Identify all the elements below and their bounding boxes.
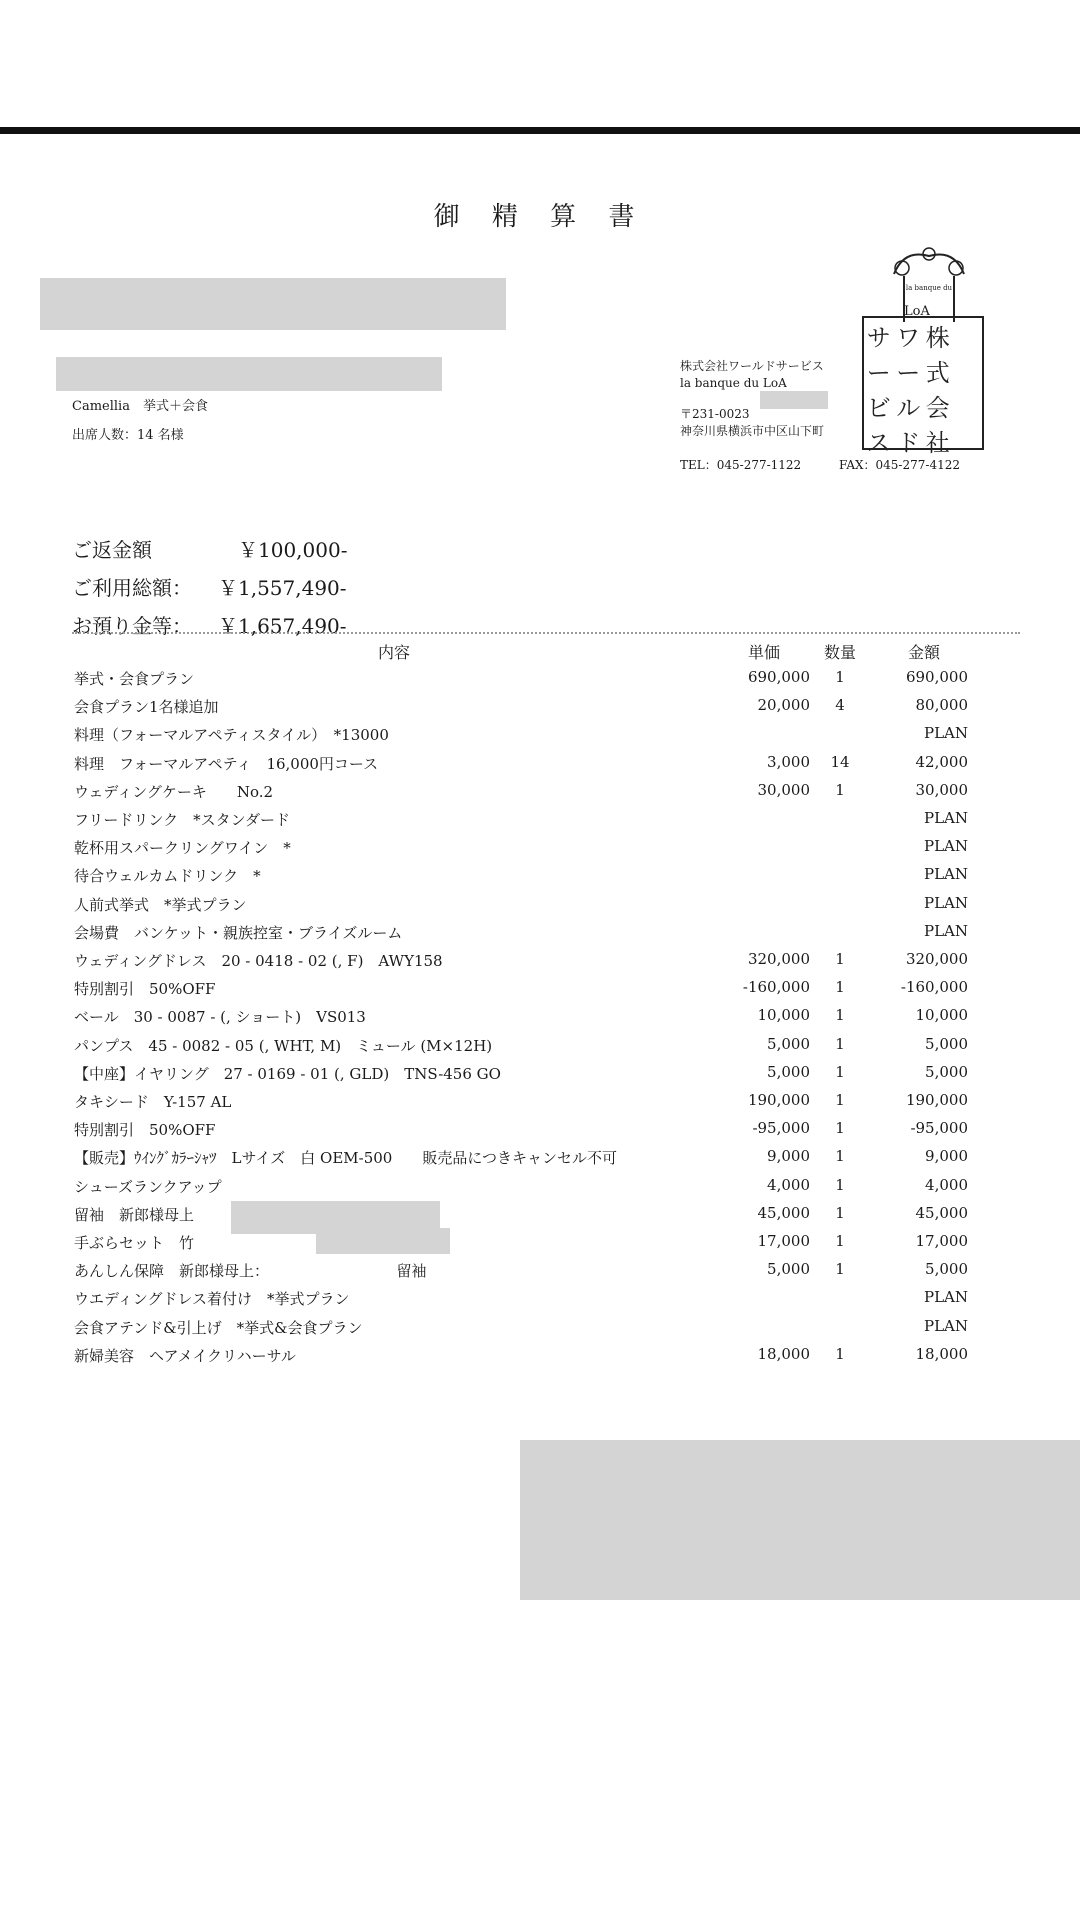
row-price: 18,000 (757, 1344, 810, 1363)
header-amount: 金額 (908, 643, 941, 662)
row-qty: 1 (835, 978, 845, 997)
row-amount: 320,000 (905, 950, 968, 968)
row-price: 3,000 (767, 752, 810, 771)
row-desc: 料理 フォーマルアペティ 16,000円コース (74, 754, 379, 773)
row-amount: PLAN (923, 809, 968, 827)
company-name: 株式会社ワールドサービス (680, 359, 824, 373)
attendees: 出席人数：14 名様 (72, 428, 184, 443)
row-desc: 留袖 新郎様母上 (74, 1205, 195, 1224)
plan-line: Camellia 挙式＋会食 (72, 399, 208, 414)
refund-row (72, 534, 348, 563)
table-row (0, 724, 1080, 752)
row-amount: 5,000 (925, 1260, 968, 1279)
table-row (0, 837, 1080, 865)
row-desc: パンプス 45 - 0082 - 05 (, WHT, M) ミュール (M×12H) (74, 1036, 493, 1055)
row-qty: 14 (830, 752, 850, 771)
row-amount: 190,000 (905, 1091, 968, 1109)
table-row (0, 950, 1080, 978)
table-row (0, 1063, 1080, 1091)
row-qty: 1 (835, 950, 845, 968)
row-price: 190,000 (747, 1091, 810, 1109)
row-amount: -160,000 (900, 978, 968, 997)
row-amount: 42,000 (915, 752, 968, 771)
row-desc: 会場費 バンケット・親族控室・ブライズルーム (74, 923, 403, 942)
row-desc: シューズランクアップ (74, 1177, 222, 1196)
header-qty: 数量 (824, 643, 857, 662)
row-desc: フリードリンク *スタンダード (74, 811, 291, 829)
seal-char: ー (866, 359, 891, 387)
row-desc: 【中座】イヤリング 27 - 0169 - 01 (, GLD) TNS-456 GO (74, 1064, 501, 1083)
table-row (0, 1345, 1080, 1373)
row-qty: 1 (835, 1344, 845, 1363)
row-qty: 1 (835, 1147, 845, 1166)
seal-char (953, 388, 983, 423)
seal-char: 株 (925, 324, 950, 352)
row-amount: -95,000 (910, 1119, 968, 1138)
row-price: 5,000 (767, 1260, 810, 1279)
table-row (0, 668, 1080, 696)
company-postal: 〒231-0023 (680, 407, 750, 421)
redacted-staff (760, 391, 828, 409)
row-price: 9,000 (767, 1147, 810, 1166)
row-amount: PLAN (923, 893, 968, 912)
company-tel: TEL：045-277-1122 (680, 458, 802, 472)
row-desc: あんしん保障 新郎様母上： 留袖 (74, 1262, 427, 1281)
table-row (0, 1035, 1080, 1063)
row-qty: 1 (835, 780, 845, 799)
row-amount: 80,000 (915, 696, 968, 715)
seal-char (953, 353, 983, 388)
seal-char: ビ (866, 394, 891, 422)
seal-char: ド (896, 429, 921, 457)
row-qty: 1 (835, 668, 845, 686)
row-qty: 1 (835, 1062, 845, 1081)
row-amount: PLAN (923, 837, 968, 856)
row-price: 690,000 (747, 668, 810, 686)
row-amount: PLAN (923, 1288, 968, 1307)
row-qty: 1 (835, 1232, 845, 1250)
row-amount: 18,000 (915, 1344, 968, 1363)
seal-char: 式 (925, 359, 950, 387)
row-desc: ベール 30 - 0087 - (, ショート) VS013 (74, 1008, 366, 1027)
row-desc: 料理（フォーマルアペティスタイル） *13000 (74, 726, 389, 745)
total-label: ご利用総額： (72, 576, 192, 600)
seal-char (953, 423, 983, 458)
header-desc: 内容 (378, 643, 411, 662)
row-price: 17,000 (757, 1232, 810, 1250)
deposit-value: ￥1,657,490- (218, 614, 347, 638)
row-price: -160,000 (742, 978, 810, 997)
header-rule (72, 632, 1020, 638)
company-seal (862, 316, 984, 457)
company-address: 神奈川県横浜市中区山下町 (680, 424, 825, 438)
refund-label: ご返金額 (72, 538, 152, 562)
row-qty: 1 (835, 1006, 845, 1025)
deposit-label: お預り金等： (72, 614, 192, 638)
row-desc: 会食アテンド&引上げ *挙式&会食プラン (74, 1318, 363, 1337)
seal-char: 会 (925, 394, 950, 422)
table-row (0, 1260, 1080, 1288)
table-row (0, 1147, 1080, 1175)
row-price: -95,000 (752, 1119, 810, 1138)
row-price: 320,000 (747, 950, 810, 968)
row-desc: ウェディングドレス 20 - 0418 - 02 (, F) AWY158 (74, 952, 443, 970)
table-row (0, 978, 1080, 1006)
table-row (0, 1176, 1080, 1204)
seal-char: ー (896, 359, 921, 387)
row-desc: ウエディングドレス着付け *挙式プラン (74, 1290, 350, 1309)
table-row (0, 1119, 1080, 1147)
seal-char: サ (866, 324, 891, 352)
row-desc: 挙式・会食プラン (74, 670, 195, 688)
row-qty: 1 (835, 1034, 845, 1053)
row-desc: 会食プラン1名様追加 (74, 698, 219, 717)
row-qty: 1 (835, 1203, 845, 1222)
logo-text: LoA (904, 304, 930, 319)
table-row (0, 894, 1080, 922)
row-amount: 4,000 (925, 1175, 968, 1194)
header-price: 単価 (748, 643, 781, 662)
company-venue: la banque du LoA (680, 376, 787, 390)
seal-char: ワ (896, 324, 921, 352)
row-price: 20,000 (757, 696, 810, 715)
seal-char (953, 318, 983, 353)
row-amount: 10,000 (915, 1006, 968, 1025)
total-row (72, 572, 347, 601)
row-amount: 17,000 (915, 1232, 968, 1250)
row-amount: 5,000 (925, 1062, 968, 1081)
seal-char: 社 (925, 429, 950, 457)
row-desc: ウェディングケーキ No.2 (74, 782, 274, 801)
row-amount: PLAN (923, 724, 968, 743)
refund-value: ￥100,000- (238, 538, 348, 562)
row-desc: 待合ウェルカムドリンク * (74, 867, 261, 886)
top-rule (0, 127, 1080, 134)
table-row (0, 753, 1080, 781)
row-qty: 1 (835, 1119, 845, 1138)
seal-char: ル (896, 394, 921, 422)
row-price: 45,000 (757, 1203, 810, 1222)
table-row (0, 1232, 1080, 1260)
row-desc: タキシード Y-157 AL (74, 1093, 232, 1111)
table-row (0, 809, 1080, 837)
table-row (0, 1091, 1080, 1119)
document-title: 御 精 算 書 (433, 202, 647, 232)
table-row (0, 1317, 1080, 1345)
row-amount: PLAN (923, 1316, 968, 1335)
table-row (0, 781, 1080, 809)
seal-char: ス (866, 429, 891, 457)
row-price: 4,000 (767, 1175, 810, 1194)
total-value: ￥1,557,490- (218, 576, 347, 600)
contact-line (680, 456, 994, 473)
table-row (0, 1204, 1080, 1232)
row-price: 5,000 (767, 1062, 810, 1081)
row-price: 5,000 (767, 1034, 810, 1053)
company-fax: FAX：045-277-4122 (839, 458, 960, 472)
table-row (0, 696, 1080, 724)
redacted-name-2 (316, 1228, 450, 1254)
row-qty: 1 (835, 1175, 845, 1194)
row-amount: 5,000 (925, 1034, 968, 1053)
redacted-recipient (40, 278, 506, 330)
row-desc: 新婦美容 ヘアメイクリハーサル (74, 1346, 296, 1365)
row-amount: PLAN (923, 921, 968, 940)
row-amount: 30,000 (915, 780, 968, 799)
table-row (0, 1288, 1080, 1316)
row-qty: 4 (835, 696, 845, 715)
row-desc: 手ぶらセット 竹 (74, 1234, 195, 1252)
row-desc: 特別割引 50%OFF (74, 980, 216, 999)
row-qty: 1 (835, 1260, 845, 1279)
row-price: 30,000 (757, 780, 810, 799)
table-row (0, 1006, 1080, 1034)
row-amount: PLAN (923, 865, 968, 884)
row-desc: 乾杯用スパークリングワイン * (74, 839, 291, 858)
row-desc: 【販売】ｳｲﾝｸﾞｶﾗｰｼｬﾂ Lサイズ 白 OEM-500 販売品につきキャンセル不可 (74, 1149, 618, 1168)
row-desc: 人前式挙式 *挙式プラン (74, 895, 247, 914)
logo-small-text: la banque du (905, 284, 953, 292)
row-amount: 45,000 (915, 1203, 968, 1222)
redacted-event-date (56, 357, 442, 391)
row-desc: 特別割引 50%OFF (74, 1121, 216, 1140)
redacted-footer (520, 1440, 1080, 1600)
table-row (0, 922, 1080, 950)
row-qty: 1 (835, 1091, 845, 1109)
row-amount: 690,000 (905, 668, 968, 686)
table-row (0, 865, 1080, 893)
row-price: 10,000 (757, 1006, 810, 1025)
row-amount: 9,000 (925, 1147, 968, 1166)
